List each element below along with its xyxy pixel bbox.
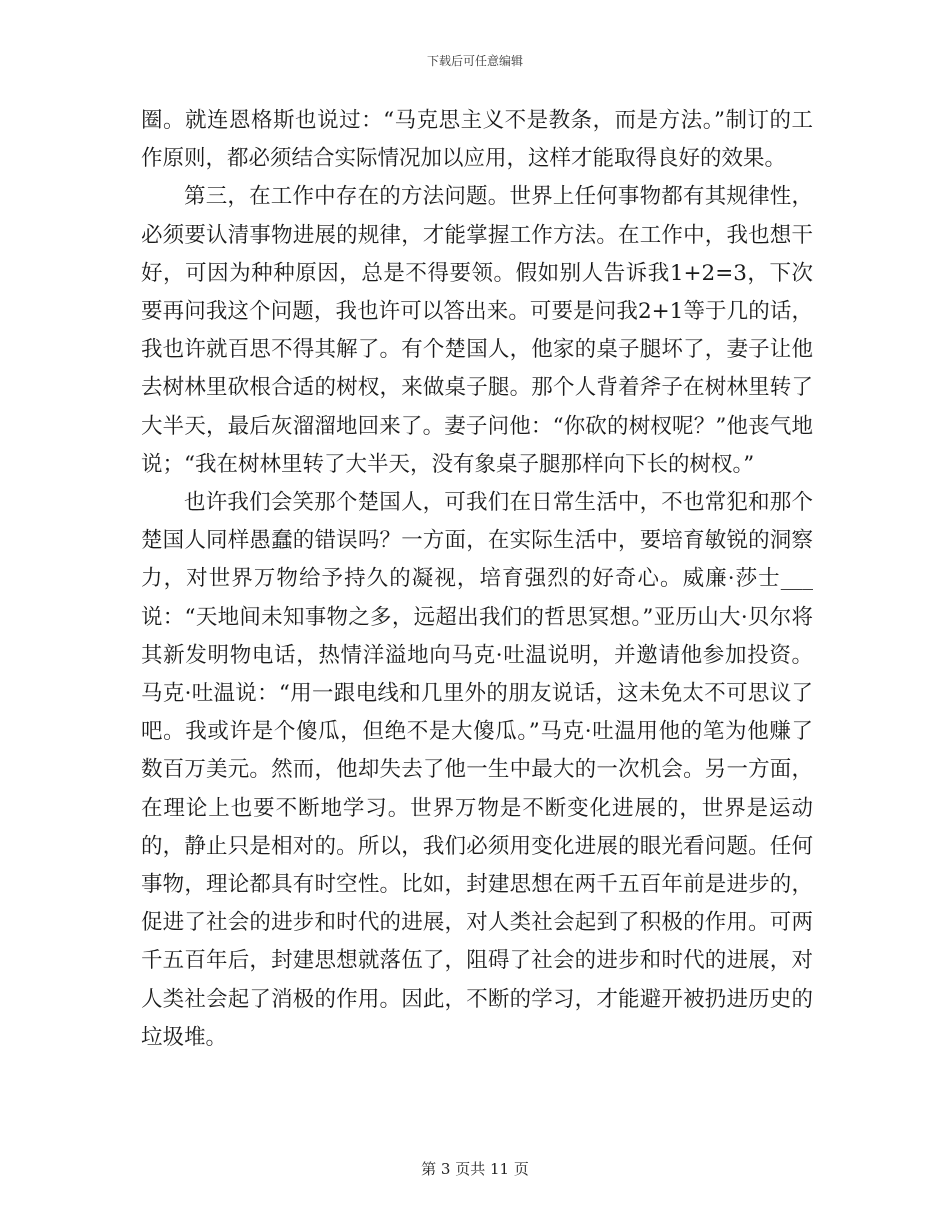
body-text [141, 102, 813, 1057]
paragraph-method-problem: 第三，在工作中存在的方法问题。世界上任何事物都有其规律性，必须要认清事物进展的规律，才能掌握工作方法。在工作中，我也想干好，可因为种种原因，总是不得要领。假如别人告诉我1+2=3，下次要再问我这个问题，我也许可以答出来。可要是问我2+1等于几的话，我也许就百思不得其解了。有个楚国人，他家的桌子腿坏了，妻子让他去树林里砍根合适的树杈，来做桌子腿。那个人背着斧子在树林里转了大半天，最后灰溜溜地回来了。妻子问他：“你砍的树杈呢？”他丧气地说；“我在树林里转了大半天，没有象桌子腿那样向下长的树杈。” [141, 184, 813, 477]
paragraph-continuation: 圈。就连恩格斯也说过：“马克思主义不是教条，而是方法。”制订的工作原则，都必须结合实际情况加以应用，这样才能取得良好的效果。 [141, 108, 813, 172]
page-header: 下载后可任意编辑 [426, 54, 523, 68]
paragraph-learning: 也许我们会笑那个楚国人，可我们在日常生活中，不也常犯和那个楚国人同样愚蠢的错误吗？一方面，在实际生活中，要培育敏锐的洞察力，对世界万物给予持久的凝视，培育强烈的好奇心。威廉·莎士___说：“天地间未知事物之多，远超出我们的哲思冥想。”亚历山大·贝尔将其新发明物电话，热情洋溢地向马克·吐温说明，并邀请他参加投资。马克·吐温说：“用一跟电线和几里外的朋友说话，这未免太不可思议了吧。我或许是个傻瓜，但绝不是大傻瓜。”马克·吐温用他的笔为他赚了数百万美元。然而，他却失去了他一生中最大的一次机会。另一方面，在理论上也要不断地学习。世界万物是不断变化进展的，世界是运动的，静止只是相对的。所以，我们必须用变化进展的眼光看问题。任何事物，理论都具有时空性。比如，封建思想在两千五百年前是进步的，促进了社会的进步和时代的进展，对人类社会起到了积极的作用。可两千五百年后，封建思想就落伍了，阻碍了社会的进步和时代的进展，对人类社会起了消极的作用。因此，不断的学习，才能避开被扔进历史的垃圾堆。 [141, 490, 813, 1050]
page-number: 第 3 页共 11 页 [421, 1160, 529, 1178]
